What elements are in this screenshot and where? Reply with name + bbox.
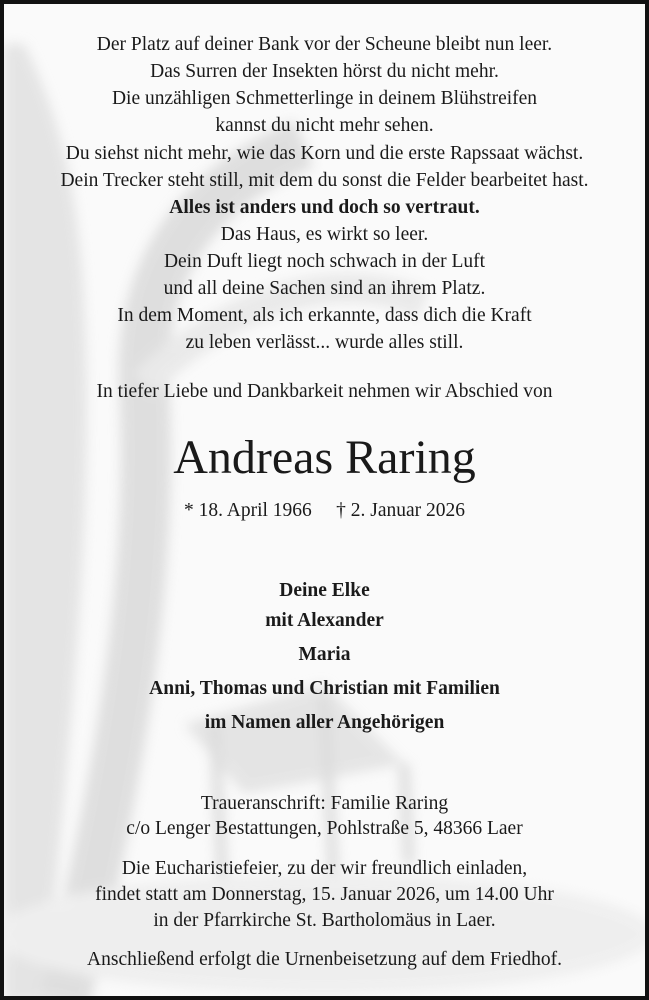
service-info: findet statt am Donnerstag, 15. Januar 2026, um 14.00 Uhr [95, 884, 554, 905]
death-date: † 2. Januar 2026 [336, 500, 466, 521]
poem-line: Dein Trecker steht still, mit dem du sonst die Felder bearbeitet hast. [60, 170, 589, 191]
poem-line: Die unzähligen Schmetterlinge in deinem Blühstreifen [111, 88, 538, 109]
obituary-notice [4, 4, 645, 996]
poem-line: kannst du nicht mehr sehen. [215, 115, 434, 136]
poem-line: Das Surren der Insekten hörst du nicht mehr. [150, 61, 499, 82]
life-dates [4, 500, 645, 522]
poem-line-emphasis: Alles ist anders und doch so vertraut. [169, 197, 480, 218]
mourner: Anni, Thomas und Christian mit Familien [149, 678, 500, 699]
poem-line: Das Haus, es wirkt so leer. [220, 224, 429, 245]
service-info: Die Eucharistiefeier, zu der wir freundlich einladen, [121, 858, 528, 879]
mourning-address: Traueranschrift: Familie Raring [200, 793, 449, 814]
deceased-name: Andreas Raring [173, 431, 476, 484]
poem-line: und all deine Sachen sind an ihrem Platz. [163, 278, 486, 299]
mourner: mit Alexander [265, 610, 384, 631]
birth-date: * 18. April 1966 [183, 500, 312, 521]
poem-line: Dein Duft liegt noch schwach in der Luft [163, 251, 486, 272]
mourning-address: c/o Lenger Bestattungen, Pohlstraße 5, 48366 Laer [126, 818, 523, 839]
mourner: Deine Elke [279, 580, 370, 601]
burial-info: Anschließend erfolgt die Urnenbeisetzung auf dem Friedhof. [87, 949, 562, 970]
poem-line: zu leben verlässt... wurde alles still. [185, 332, 464, 353]
poem-line: Du siehst nicht mehr, wie das Korn und die erste Rapssaat wächst. [65, 143, 584, 164]
poem-line: In dem Moment, als ich erkannte, dass dich die Kraft [117, 305, 532, 326]
mourner: Maria [298, 644, 351, 665]
farewell-intro: In tiefer Liebe und Dankbarkeit nehmen wir Abschied von [96, 381, 553, 402]
poem-line: Der Platz auf deiner Bank vor der Scheune bleibt nun leer. [96, 34, 553, 55]
service-info: in der Pfarrkirche St. Bartholomäus in Laer. [153, 910, 496, 931]
mourner: im Namen aller Angehörigen [204, 712, 445, 733]
